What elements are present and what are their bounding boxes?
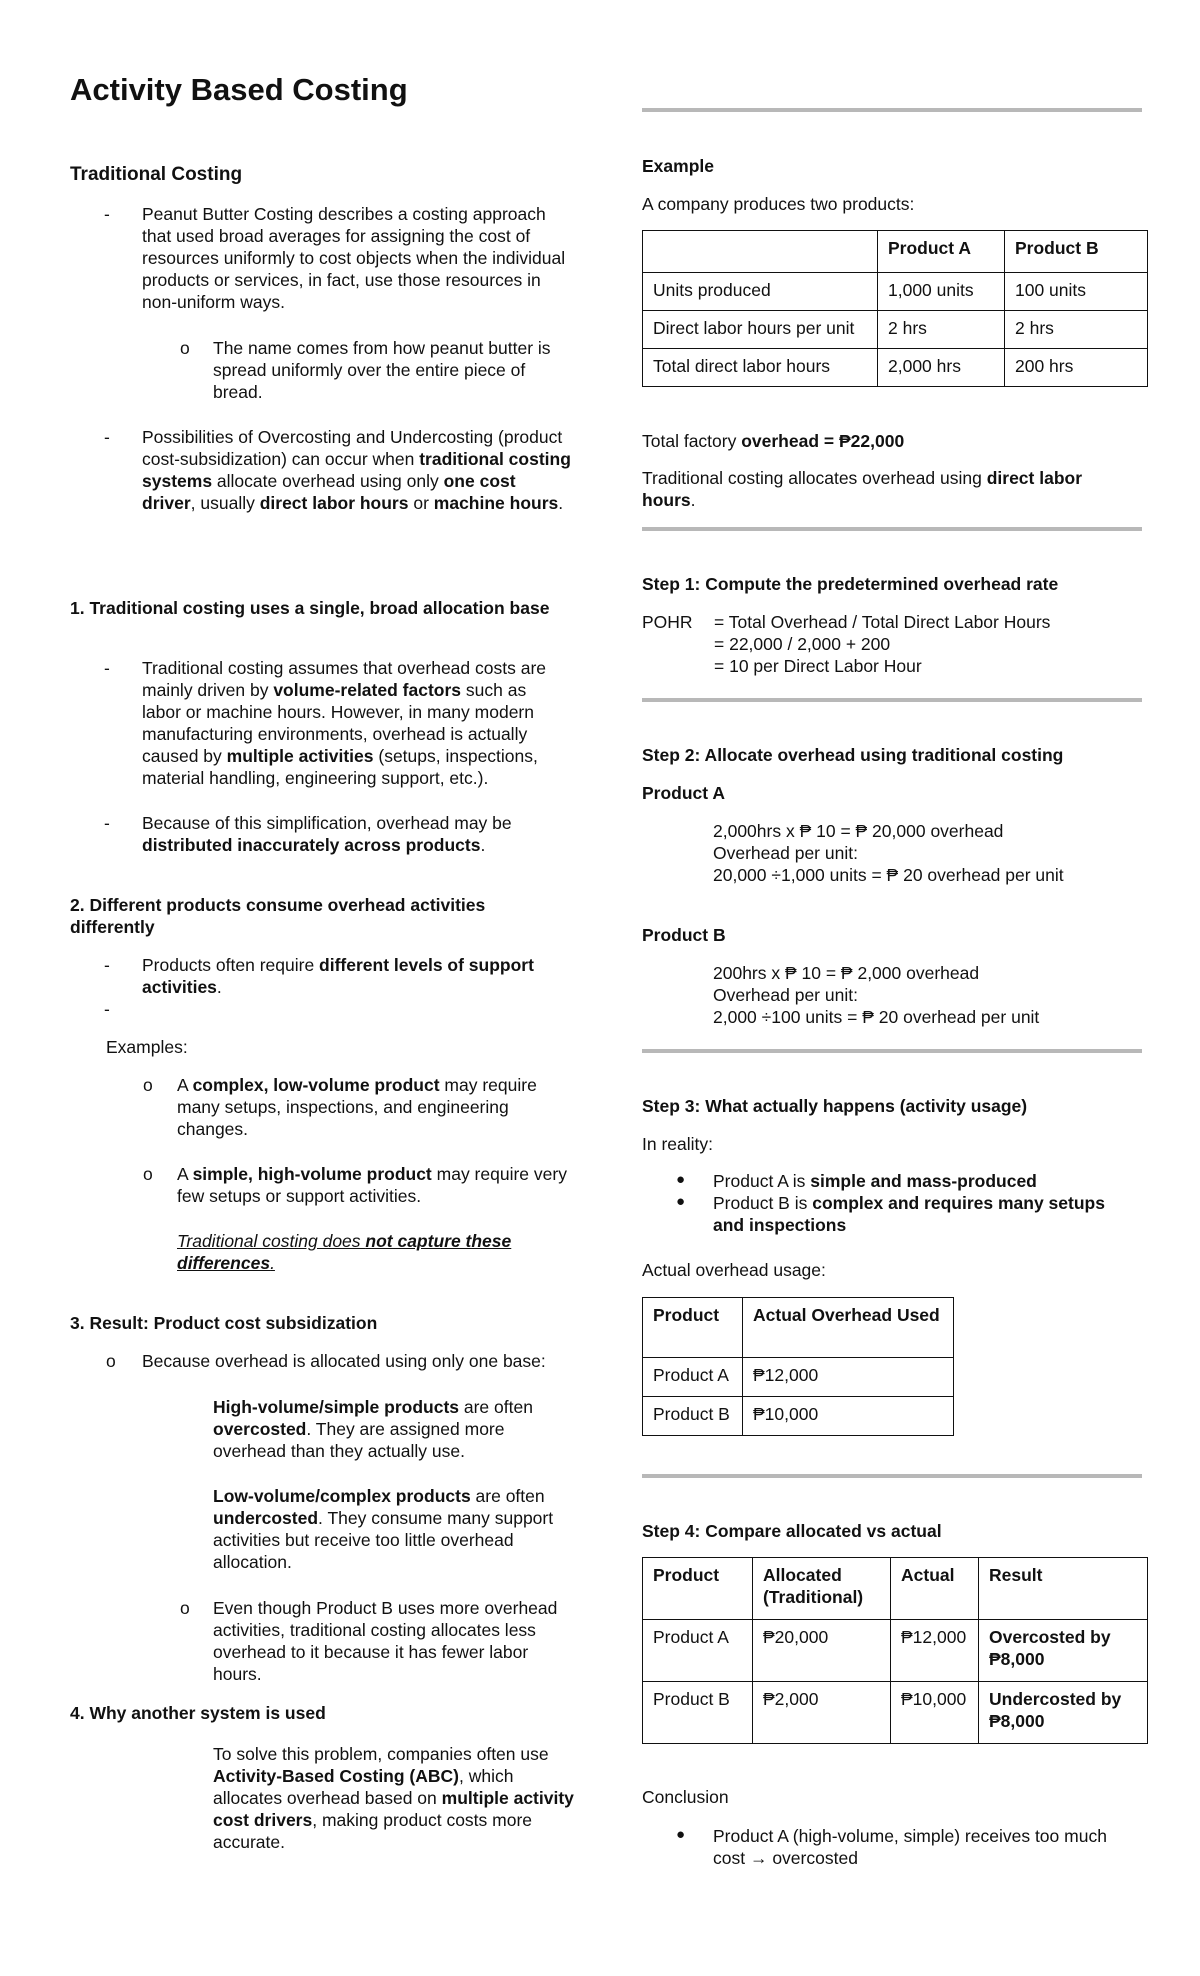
table-header-cell: Product A [878, 231, 1005, 273]
product-b-line-3: 2,000 ÷100 units = ₱ 20 overhead per unit [713, 1007, 1040, 1027]
product-b-line-1: 200hrs x ₱ 10 = ₱ 2,000 overhead [713, 963, 980, 983]
section-3-heading: 3. Result: Product cost subsidization [70, 1313, 378, 1333]
table-header-cell: Product B [1005, 231, 1148, 273]
allocation-base-line: Traditional costing allocates overhead using direct labor hours. [642, 468, 1083, 510]
section-divider [642, 698, 1142, 702]
section-3-intro: Because overhead is allocated using only one base: [142, 1351, 546, 1371]
conclusion-label: Conclusion [642, 1787, 729, 1807]
step-2-heading: Step 2: Allocate overhead using traditional costing [642, 745, 1064, 765]
table-header-cell: Actual [891, 1558, 979, 1620]
dash-marker: - [104, 955, 110, 975]
dash-marker: - [104, 427, 110, 447]
step-1-heading: Step 1: Compute the predetermined overhead rate [642, 574, 1059, 594]
example-heading: Example [642, 156, 714, 176]
traditional-costing-heading: Traditional Costing [70, 164, 243, 185]
page-title: Activity Based Costing [70, 72, 408, 107]
low-volume-paragraph: Low-volume/complex products are often undercosted. They consume many support activities but receive too little overhead allocation. [213, 1486, 554, 1572]
table-cell: 2 hrs [878, 311, 1005, 349]
step-3-heading: Step 3: What actually happens (activity usage) [642, 1096, 1028, 1116]
section-1-paragraph-a: Traditional costing assumes that overhead costs are mainly driven by volume-related factors such as labor or machine hours. However, in many modern manufacturing environments, overhead is actually caused by multiple activities (setups, inspections, material handling, engineering support, etc.). [142, 658, 547, 788]
actual-usage-label: Actual overhead usage: [642, 1260, 826, 1280]
table-header-cell: Allocated (Traditional) [753, 1558, 891, 1620]
product-a-line-2: Overhead per unit: [713, 843, 858, 863]
table-row [643, 1620, 1148, 1682]
o-marker: o [106, 1351, 116, 1371]
peanut-butter-subpoint: The name comes from how peanut butter is spread uniformly over the entire piece of bread. [213, 338, 551, 402]
table-header-row [643, 1558, 1148, 1620]
table-header-cell: Actual Overhead Used [743, 1298, 954, 1358]
table-cell: Overcosted by ₱8,000 [979, 1620, 1148, 1682]
table-cell: 100 units [1005, 273, 1148, 311]
examples-label: Examples: [106, 1037, 188, 1057]
bullet-dot-icon: ● [676, 1193, 686, 1210]
table-cell: Undercosted by ₱8,000 [979, 1682, 1148, 1744]
table-cell: Units produced [643, 273, 878, 311]
section-divider [642, 527, 1142, 531]
section-divider [642, 108, 1142, 112]
table-cell: 2,000 hrs [878, 349, 1005, 387]
total-overhead-line: Total factory overhead = ₱22,000 [642, 431, 905, 451]
table-cell: 200 hrs [1005, 349, 1148, 387]
section-divider [642, 1474, 1142, 1478]
product-b-overhead-paragraph: Even though Product B uses more overhead activities, traditional costing allocates less overhead to it because it has fewer labor hours. [213, 1598, 558, 1684]
bullet-dot-icon: ● [676, 1171, 686, 1188]
section-1-paragraph-b: Because of this simplification, overhead may be distributed inaccurately across products. [142, 813, 512, 855]
table-cell: 1,000 units [878, 273, 1005, 311]
conclusion-item: Product A (high-volume, simple) receives too much cost → overcosted [713, 1826, 1107, 1868]
traditional-costing-note: Traditional costing does not capture these differences. [177, 1231, 512, 1273]
table-row [643, 273, 1148, 311]
table-cell: ₱10,000 [891, 1682, 979, 1744]
example-complex-product: A complex, low-volume product may require many setups, inspections, and engineering changes. [177, 1075, 537, 1139]
table-cell: Product B [643, 1682, 753, 1744]
step-4-heading: Step 4: Compare allocated vs actual [642, 1521, 942, 1541]
section-2-paragraph: Products often require different levels of support activities. [142, 955, 534, 997]
table-cell: Product B [643, 1397, 743, 1436]
in-reality-label: In reality: [642, 1134, 713, 1154]
table-cell: 2 hrs [1005, 311, 1148, 349]
table-row [643, 349, 1148, 387]
dash-marker: - [104, 999, 110, 1019]
pohr-line-2: = 22,000 / 2,000 + 200 [714, 634, 891, 654]
overcosting-paragraph: Possibilities of Overcosting and Undercosting (product cost-subsidization) can occur when traditional costing systems allocate overhead using only one cost driver, usually direct labor hours or machine hours. [142, 427, 571, 513]
dash-marker: - [104, 204, 110, 224]
section-4-heading: 4. Why another system is used [70, 1703, 326, 1723]
table-cell: ₱20,000 [753, 1620, 891, 1682]
table-row [643, 1397, 954, 1436]
section-1-heading: 1. Traditional costing uses a single, broad allocation base [70, 598, 550, 618]
example-intro: A company produces two products: [642, 194, 915, 214]
o-marker: o [143, 1075, 153, 1095]
production-data-table [642, 230, 1148, 387]
table-header-cell: Product [643, 1558, 753, 1620]
table-header-cell: Result [979, 1558, 1148, 1620]
bullet-dot-icon: ● [676, 1826, 686, 1843]
pohr-line-3: = 10 per Direct Labor Hour [714, 656, 922, 676]
table-header-row [643, 231, 1148, 273]
product-a-line-3: 20,000 ÷1,000 units = ₱ 20 overhead per unit [713, 865, 1064, 885]
product-a-label: Product A [642, 783, 725, 803]
table-row [643, 1358, 954, 1397]
table-cell: ₱12,000 [743, 1358, 954, 1397]
comparison-table [642, 1557, 1148, 1744]
table-cell: Direct labor hours per unit [643, 311, 878, 349]
table-cell: Total direct labor hours [643, 349, 878, 387]
example-simple-product: A simple, high-volume product may require very few setups or support activities. [177, 1164, 567, 1206]
pohr-label: POHR [642, 612, 693, 632]
table-row [643, 1682, 1148, 1744]
peanut-butter-paragraph: Peanut Butter Costing describes a costing approach that used broad averages for assigning the cost of resources uniformly to cost objects when the individual products or services, in fact, use those resources in non-uniform ways. [142, 204, 566, 312]
table-row [643, 311, 1148, 349]
pohr-line-1: = Total Overhead / Total Direct Labor Hours [714, 612, 1051, 632]
table-cell: ₱2,000 [753, 1682, 891, 1744]
o-marker: o [180, 1598, 190, 1618]
reality-item-b: Product B is complex and requires many setups and inspections [713, 1193, 1105, 1235]
dash-marker: - [104, 813, 110, 833]
product-b-line-2: Overhead per unit: [713, 985, 858, 1005]
table-header-row [643, 1298, 954, 1358]
table-cell: Product A [643, 1358, 743, 1397]
table-header-cell: Product [643, 1298, 743, 1358]
table-cell: Product A [643, 1620, 753, 1682]
high-volume-paragraph: High-volume/simple products are often overcosted. They are assigned more overhead than they actually use. [213, 1397, 533, 1461]
product-b-label: Product B [642, 925, 726, 945]
dash-marker: - [104, 658, 110, 678]
section-2-heading: 2. Different products consume overhead activities differently [70, 895, 486, 937]
section-4-paragraph: To solve this problem, companies often use Activity-Based Costing (ABC), which allocates overhead based on multiple activity cost drivers, making product costs more accurate. [213, 1744, 574, 1852]
table-cell: ₱12,000 [891, 1620, 979, 1682]
table-cell: ₱10,000 [743, 1397, 954, 1436]
o-marker: o [143, 1164, 153, 1184]
o-marker: o [180, 338, 190, 358]
reality-item-a: Product A is simple and mass-produced [713, 1171, 1037, 1191]
actual-overhead-table [642, 1297, 954, 1436]
table-header-cell [643, 231, 878, 273]
product-a-line-1: 2,000hrs x ₱ 10 = ₱ 20,000 overhead [713, 821, 1004, 841]
section-divider [642, 1049, 1142, 1053]
